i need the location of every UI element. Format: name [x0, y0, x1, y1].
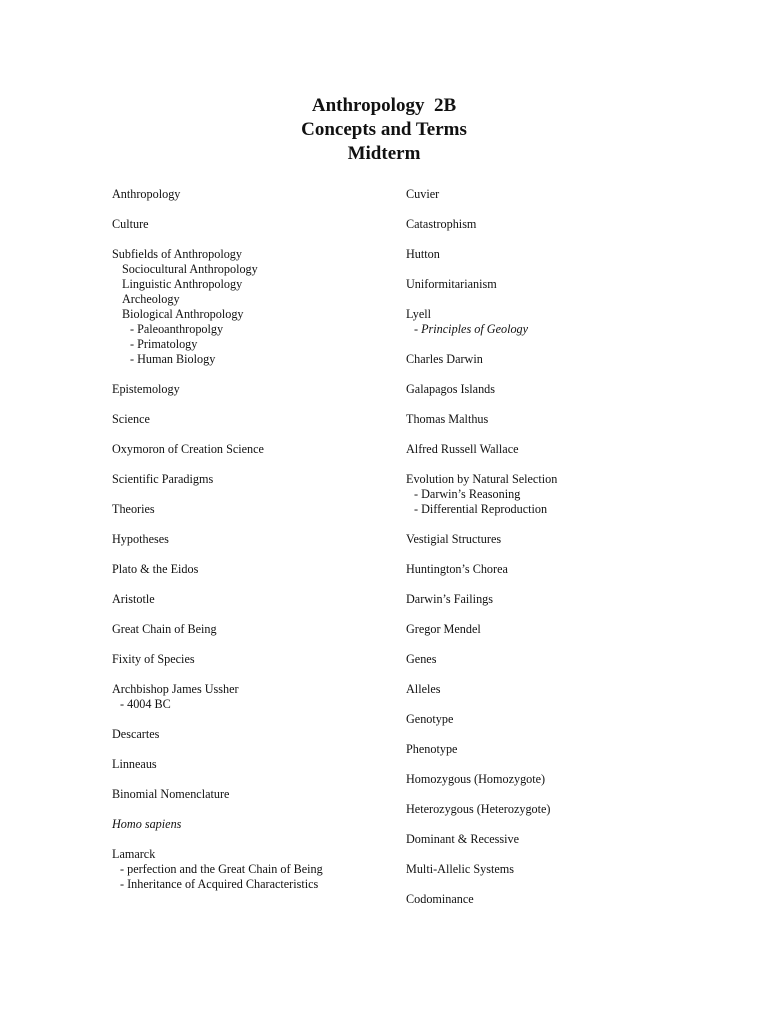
term-label: Catastrophism	[406, 217, 477, 231]
term-dominant	[406, 832, 706, 847]
term-paradigms	[112, 472, 382, 487]
term-failings	[406, 592, 706, 607]
term-label: Heterozygous (Heterozygote)	[406, 802, 551, 816]
term-subitem: - perfection and the Great Chain of Being	[120, 862, 323, 876]
term-binomial	[112, 787, 382, 802]
term-label: Linneaus	[112, 757, 157, 771]
term-huntington	[406, 562, 706, 577]
subfield-item: Archeology	[122, 292, 180, 306]
term-lamarck	[112, 847, 382, 892]
term-homo-sapiens	[112, 817, 382, 832]
term-label: Plato & the Eidos	[112, 562, 199, 576]
course-title: Anthropology 2B	[311, 95, 457, 116]
term-ussher	[112, 682, 382, 712]
term-label: Descartes	[112, 727, 160, 741]
term-wallace	[406, 442, 706, 457]
term-label: Culture	[112, 217, 149, 231]
term-hutton	[406, 247, 706, 262]
term-subitem: - Inheritance of Acquired Characteristics	[120, 877, 319, 891]
biological-subitem: - Primatology	[130, 337, 198, 351]
term-catastrophism	[406, 217, 706, 232]
document-title	[0, 94, 768, 166]
term-label: Oxymoron of Creation Science	[112, 442, 264, 456]
term-label: Archbishop James Ussher	[112, 682, 239, 696]
term-label: Hypotheses	[112, 532, 169, 546]
term-label: Uniformitarianism	[406, 277, 497, 291]
subfield-item: Sociocultural Anthropology	[122, 262, 258, 276]
term-homozygous	[406, 772, 706, 787]
right-term-column	[406, 187, 706, 922]
term-darwin	[406, 352, 706, 367]
term-codominance	[406, 892, 706, 907]
term-label: Lamarck	[112, 847, 156, 861]
term-label: Charles Darwin	[406, 352, 483, 366]
term-descartes	[112, 727, 382, 742]
subfield-item: Linguistic Anthropology	[122, 277, 243, 291]
term-subitem: - Darwin’s Reasoning	[414, 487, 521, 501]
term-subfields	[112, 247, 382, 367]
term-theories	[112, 502, 382, 517]
term-label: Hutton	[406, 247, 440, 261]
exam-title: Midterm	[347, 143, 421, 164]
term-label: Subfields of Anthropology	[112, 247, 242, 261]
term-cuvier	[406, 187, 706, 202]
term-label: Lyell	[406, 307, 432, 321]
term-subitem: - Differential Reproduction	[414, 502, 548, 516]
term-great-chain	[112, 622, 382, 637]
term-lyell	[406, 307, 706, 337]
term-label: Anthropology	[112, 187, 181, 201]
term-plato	[112, 562, 382, 577]
term-genotype	[406, 712, 706, 727]
term-vestigial	[406, 532, 706, 547]
term-aristotle	[112, 592, 382, 607]
book-title: Principles of Geology	[421, 322, 529, 336]
biological-subitem: - Paleoanthropolgy	[130, 322, 224, 336]
term-label: Cuvier	[406, 187, 440, 201]
term-mendel	[406, 622, 706, 637]
biological-subitem: - Human Biology	[130, 352, 216, 366]
term-multi-allelic	[406, 862, 706, 877]
term-label: Alleles	[406, 682, 441, 696]
term-label: Multi-Allelic Systems	[406, 862, 514, 876]
term-label: Epistemology	[112, 382, 180, 396]
term-culture	[112, 217, 382, 232]
term-label: Phenotype	[406, 742, 458, 756]
term-label: Fixity of Species	[112, 652, 195, 666]
term-evolution	[406, 472, 706, 517]
left-term-column	[112, 187, 382, 907]
term-label: Genes	[406, 652, 437, 666]
subfield-item: Biological Anthropology	[122, 307, 244, 321]
term-label: Aristotle	[112, 592, 155, 606]
term-anthropology	[112, 187, 382, 202]
term-label: Dominant & Recessive	[406, 832, 520, 846]
term-label: Thomas Malthus	[406, 412, 489, 426]
term-label: Codominance	[406, 892, 474, 906]
term-hypotheses	[112, 532, 382, 547]
term-label: Theories	[112, 502, 155, 516]
term-label: Evolution by Natural Selection	[406, 472, 558, 486]
term-label: Alfred Russell Wallace	[406, 442, 519, 456]
term-phenotype	[406, 742, 706, 757]
term-heterozygous	[406, 802, 706, 817]
term-science	[112, 412, 382, 427]
term-label: Binomial Nomenclature	[112, 787, 230, 801]
term-label: Huntington’s Chorea	[406, 562, 508, 576]
subtitle: Concepts and Terms	[301, 119, 467, 140]
term-label: Homozygous (Homozygote)	[406, 772, 546, 786]
term-label: Vestigial Structures	[406, 532, 502, 546]
term-label: Homo sapiens	[112, 817, 182, 831]
term-label: Darwin’s Failings	[406, 592, 494, 606]
term-label: Galapagos Islands	[406, 382, 496, 396]
term-malthus	[406, 412, 706, 427]
term-uniformitarianism	[406, 277, 706, 292]
term-galapagos	[406, 382, 706, 397]
term-oxymoron	[112, 442, 382, 457]
term-fixity	[112, 652, 382, 667]
term-alleles	[406, 682, 706, 697]
term-genes	[406, 652, 706, 667]
term-label: Scientific Paradigms	[112, 472, 214, 486]
term-label: Science	[112, 412, 150, 426]
term-label: Great Chain of Being	[112, 622, 217, 636]
term-subitem	[406, 322, 706, 337]
term-epistemology	[112, 382, 382, 397]
term-linneaus	[112, 757, 382, 772]
term-label: Gregor Mendel	[406, 622, 481, 636]
subitem-dash: -	[414, 322, 422, 336]
term-subitem: - 4004 BC	[120, 697, 171, 711]
term-label: Genotype	[406, 712, 454, 726]
